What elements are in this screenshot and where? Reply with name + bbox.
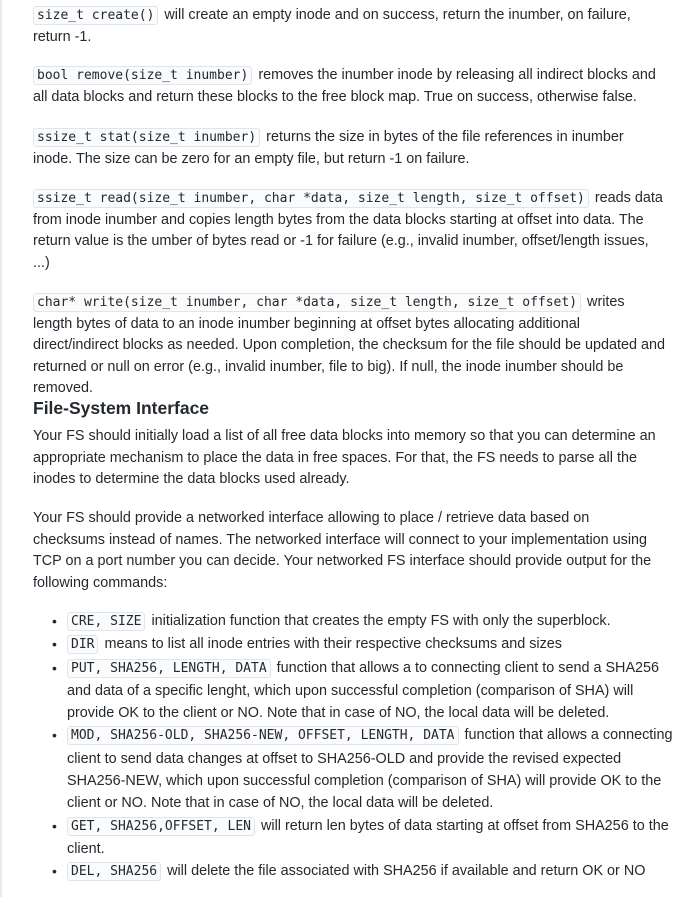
api-stat-code: ssize_t stat(size_t inumber) [33,128,260,147]
command-item-mod [33,724,673,814]
api-create-paragraph [33,5,665,48]
bullet: • [52,659,57,676]
api-write-paragraph [33,292,665,400]
api-write-text: writes length bytes of data to an inode inumber beginning at offset bytes allocating additional direct/indirect blocks as needed. Upon completion, the checksum for the file should be updated and returned or null on error (e.g., invalid inumber, file to big). If null, the inode inumber should be removed. [33,294,665,396]
section-title: File-System Interface [33,398,210,418]
api-read-paragraph [33,188,665,274]
command-get-text: will return len bytes of data starting at offset from SHA256 to the client. [67,817,669,857]
command-item-get [33,815,673,861]
api-remove-code: bool remove(size_t inumber) [33,66,252,85]
api-read-code: ssize_t read(size_t inumber, char *data, size_t length, size_t offset) [33,189,589,208]
command-dir-text: means to list all inode entries with their respective checksums and sizes [100,636,562,653]
api-create-text: will create an empty inode and on success, return the inumber, on failure, return -1. [33,7,631,45]
api-write-code: char* write(size_t inumber, char *data, size_t length, size_t offset) [33,293,581,312]
api-remove-text: removes the inumber inode by releasing all indirect blocks and all data blocks and return these blocks to the free block map. True on success, otherwise false. [33,67,656,105]
api-remove-paragraph [33,65,665,108]
command-mod-code: MOD, SHA256-OLD, SHA256-NEW, OFFSET, LENGTH, DATA [67,726,459,745]
bullet: • [52,613,57,629]
command-list [33,610,673,884]
command-item-put [33,657,673,725]
fs-network-paragraph: Your FS should provide a networked interface allowing to place / retrieve data based on checksums instead of names. The networked interface will connect to your implementation using TCP on a port number you can decide. Your networked FS interface should provide output for the following commands: [33,510,652,591]
api-create-code: size_t create() [33,6,158,25]
command-item-dir [33,633,673,656]
command-item-del [33,860,673,883]
command-put-text: function that allows a to connecting client to send a SHA256 and data of a specific lenght, which upon successful completion (comparison of SHA) will provide OK to the client or NO. Note that in case of NO, the local data will be deleted. [67,659,660,722]
bullet: • [52,727,57,744]
command-del-text: will delete the file associated with SHA256 if available and return OK or NO [163,863,646,880]
command-mod-text: function that allows a connecting client to send data changes at offset to SHA256-OLD and provide the revised expected SHA256-NEW, which upon successful completion (comparison of SHA) will provide OK to the client or NO. Note that in case of NO, the local data will be deleted. [67,727,673,812]
bullet: • [52,863,57,880]
bullet: • [52,636,57,653]
fs-intro-paragraph: Your FS should initially load a list of all free data blocks into memory so that you can determine an appropriate mechanism to place the data in free spaces. For that, the FS needs to parse all the inodes to determine the data blocks used already. [33,428,656,487]
api-stat-text: returns the size in bytes of the file references in inumber inode. The size can be zero for an empty file, but return -1 on failure. [33,129,624,167]
command-cre-code: CRE, SIZE [67,612,145,631]
api-read-text: reads data from inode inumber and copies length bytes from the data blocks starting at offset into data. The return value is the umber of bytes read or -1 for failure (e.g., invalid inumber, offset/length issues, ...) [33,190,663,271]
command-put-code: PUT, SHA256, LENGTH, DATA [67,659,271,678]
command-item-cre [33,610,673,633]
command-dir-code: DIR [67,635,98,654]
command-del-code: DEL, SHA256 [67,862,161,881]
bullet: • [52,817,57,834]
api-stat-paragraph [33,127,665,170]
command-get-code: GET, SHA256,OFFSET, LEN [67,817,255,836]
left-border [0,0,2,897]
command-cre-text: initialization function that creates the empty FS with only the superblock. [147,613,611,629]
